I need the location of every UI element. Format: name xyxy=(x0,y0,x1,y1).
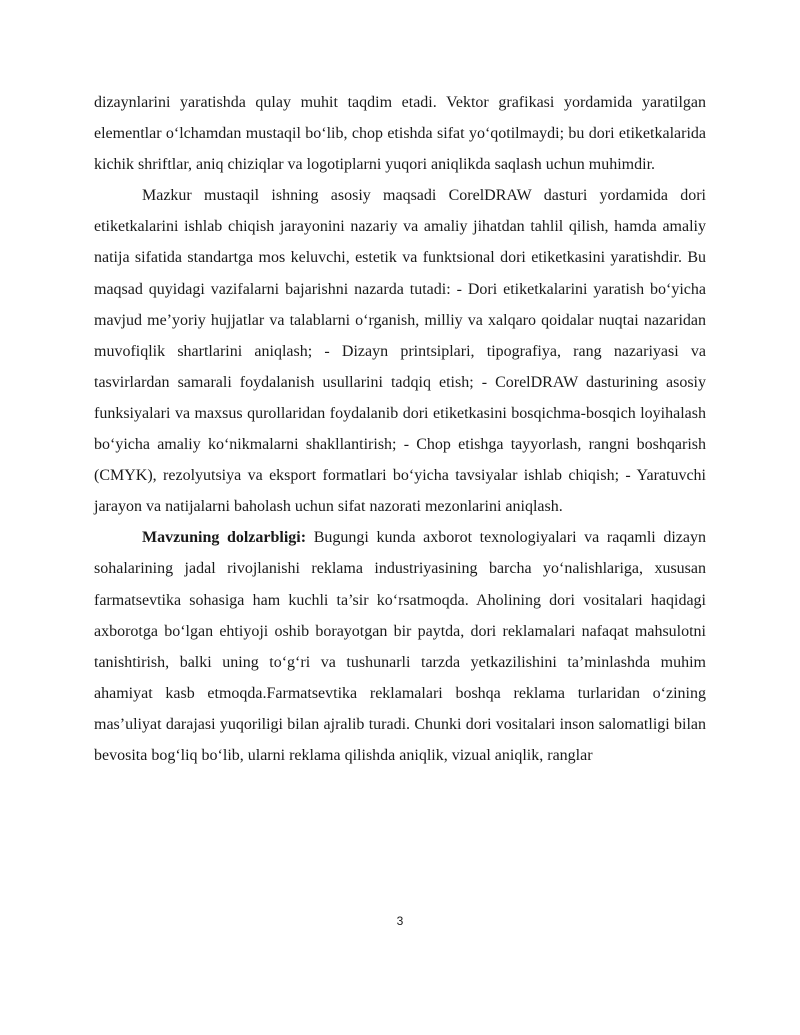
document-page xyxy=(94,87,706,771)
paragraph-intro-continuation: dizaynlarini yaratishda qulay muhit taqdim etadi. Vektor grafikasi yordamida yaratilgan elementlar o‘lchamdan mustaqil bo‘lib, chop etishda sifat yo‘qotilmaydi; bu dori etiketkalarida kichik shriftlar, aniq chiziqlar va logotiplarni yuqori aniqlikda saqlash uchun muhimdir. xyxy=(94,94,706,174)
paragraph-relevance-text: Bugungi kunda axborot texnologiyalari va raqamli dizayn sohalarining jadal rivojlanishi reklama industriyasining barcha yo‘nalishlariga, xususan farmatsevtika sohasiga ham kuchli ta’sir ko‘rsatmoqda. Aholining dori vositalari haqidagi axborotga bo‘lgan ehtiyoji oshib borayotgan bir paytda, dori reklamalari nafaqat mahsulotni tanishtirish, balki uning to‘g‘ri va tushunarli tarzda yetkazilishini ta’minlashda muhim ahamiyat kasb etmoqda.Farmatsevtika reklamalari boshqa reklama turlaridan o‘zining mas’uliyat darajasi yuqoriligi bilan ajralib turadi. Chunki dori vositalari inson salomatligi bilan bevosita bog‘liq bo‘lib, ularni reklama qilishda aniqlik, vizual aniqlik, ranglar xyxy=(94,529,706,764)
paragraph-topic-relevance xyxy=(94,522,706,771)
page-number: 3 xyxy=(396,914,404,928)
section-heading-relevance: Mavzuning dolzarbligi: xyxy=(142,529,307,547)
paragraph-aim-and-tasks: Mazkur mustaqil ishning asosiy maqsadi CorelDRAW dasturi yordamida dori etiketkalarini ishlab chiqish jarayonini nazariy va amaliy jihatdan tahlil qilish, hamda amaliy natija sifatida standartga mos keluvchi, estetik va funktsional dori etiketkasini yaratishdir. Bu maqsad quyidagi vazifalarni bajarishni nazarda tutadi: - Dori etiketkalarini yaratish bo‘yicha mavjud me’yoriy hujjatlar va talablarni o‘rganish, milliy va xalqaro qoidalar nuqtai nazaridan muvofiqlik shartlarini aniqlash; - Dizayn printsiplari, tipografiya, rang nazariyasi va tasvirlardan samarali foydalanish usullarini tadqiq etish; - CorelDRAW dasturining asosiy funksiyalari va maxsus qurollaridan foydalanib dori etiketkasini bosqichma-bosqich loyihalash bo‘yicha amaliy ko‘nikmalarni shakllantirish; - Chop etishga tayyorlash, rangni boshqarish (CMYK), rezolyutsiya va eksport formatlari bo‘yicha tavsiyalar ishlab chiqish; - Yaratuvchi jarayon va natijalarni baholash uchun sifat nazorati mezonlarini aniqlash. xyxy=(94,187,706,516)
